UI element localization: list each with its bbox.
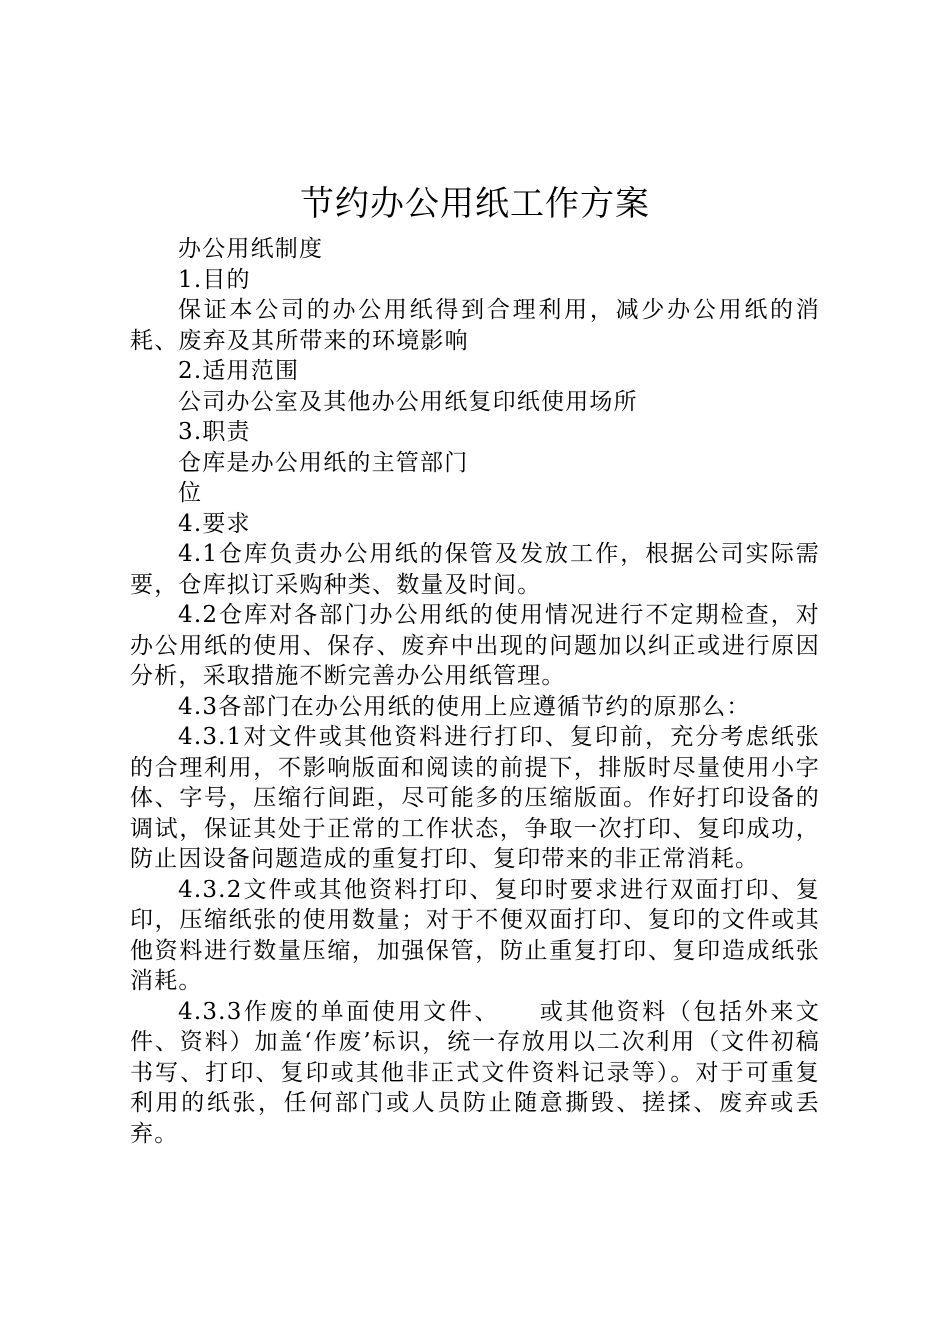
section-1-heading: 1.目的 <box>178 266 251 293</box>
section-3-text-fragment: 位 <box>178 480 203 506</box>
clause-4-3: 4.3各部门在办公用纸的使用上应遵循节约的原那么： <box>178 693 751 720</box>
clause-4-1: 4.1仓库负责办公用纸的保管及发放工作，根据公司实际需要，仓库拟订采购种类、数量及时间。 <box>130 541 820 598</box>
clause-4-3-3: 4.3.3作废的单面使用文件、 或其他资料（包括外来文件、资料）加盖‘作废’标识，统一存放用以二次利用（文件初稿书写、打印、复印或其他非正式文件资料记录等）。对于可重复利用的纸张，任何部门或人员防止随意撕毁、搓揉、废弃或丢弃。 <box>130 998 820 1147</box>
clause-4-3-1: 4.3.1对文件或其他资料进行打印、复印前，充分考虑纸张的合理利用，不影响版面和阅读的前提下，排版时尽量使用小字体、字号，压缩行间距，尽可能多的压缩版面。作好打印设备的调试，保证其处于正常的工作状态，争取一次打印、复印成功，防止因设备问题造成的重复打印、复印带来的非正常消耗。 <box>130 724 820 872</box>
clause-4-2: 4.2仓库对各部门办公用纸的使用情况进行不定期检查，对办公用纸的使用、保存、废弃中出现的问题加以纠正或进行原因分析，采取措施不断完善办公用纸管理。 <box>130 602 820 689</box>
section-2-text: 公司办公室及其他办公用纸复印纸使用场所 <box>178 388 638 415</box>
section-3-text: 仓库是办公用纸的主管部门 <box>178 449 469 476</box>
document-title: 节约办公用纸工作方案 <box>300 184 650 224</box>
section-1-text: 保证本公司的办公用纸得到合理利用，减少办公用纸的消耗、废弃及其所带来的环境影响 <box>130 297 820 354</box>
section-3-heading: 3.职责 <box>178 419 251 445</box>
section-2-heading: 2.适用范围 <box>178 358 300 384</box>
document-body <box>130 234 820 1149</box>
clause-4-3-2: 4.3.2文件或其他资料打印、复印时要求进行双面打印、复印，压缩纸张的使用数量；对于不便双面打印、复印的文件或其他资料进行数量压缩，加强保管，防止重复打印、复印造成纸张消耗。 <box>130 876 820 994</box>
section-4-heading: 4.要求 <box>178 510 251 537</box>
paragraph-heading: 办公用纸制度 <box>178 236 324 262</box>
